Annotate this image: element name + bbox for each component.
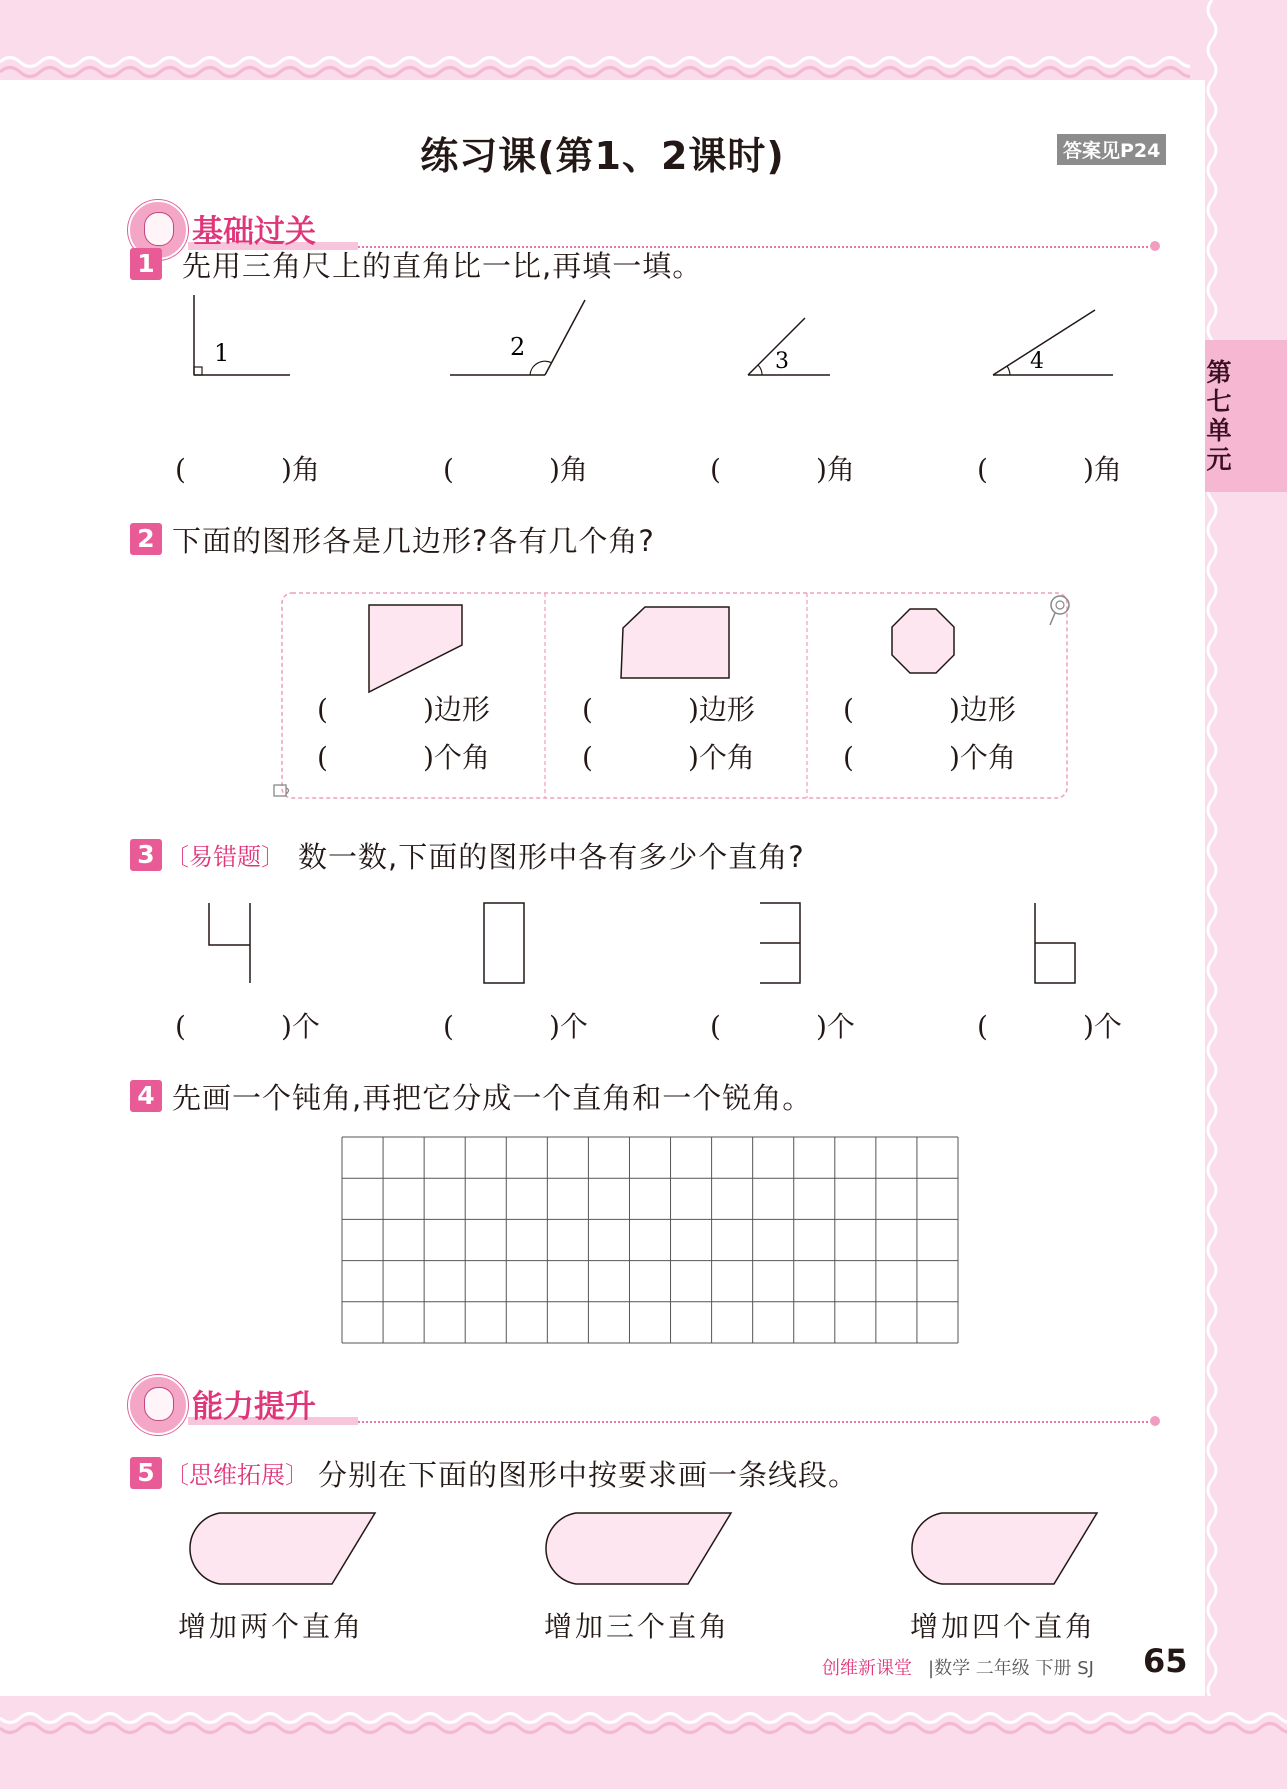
answer-blank-shape2-sides[interactable]: ( )边形: [582, 693, 755, 726]
page-title: 练习课(第1、2课时): [420, 134, 785, 178]
question-number-1: 1: [130, 248, 162, 280]
answer-blank-digit-3[interactable]: ( )个: [710, 1010, 855, 1043]
angle-figures: [150, 290, 1150, 400]
angle-4-label: 4: [1030, 349, 1044, 374]
figure-5-shape-1: [190, 1513, 375, 1584]
section-header-advanced: [128, 1375, 1168, 1431]
q5-label-1: 增加两个直角: [178, 1610, 365, 1643]
answer-blank-digit-1[interactable]: ( )个: [175, 1010, 320, 1043]
question-4-text: 先画一个钝角,再把它分成一个直角和一个锐角。: [172, 1081, 813, 1115]
question-2-text: 下面的图形各是几边形?各有几个角?: [172, 524, 655, 558]
angle-2-label: 2: [510, 333, 526, 361]
figure-5-shape-2: [546, 1513, 731, 1584]
answer-blank-digit-2[interactable]: ( )个: [443, 1010, 588, 1043]
worksheet-page: [0, 80, 1205, 1696]
question-number-5: 5: [130, 1457, 162, 1489]
digit-figures: [150, 895, 1150, 1005]
footer-brand: 创维新课堂: [822, 1658, 912, 1679]
footer-subtitle: |数学 二年级 下册 SJ: [928, 1658, 1094, 1679]
answer-blank-shape1-sides[interactable]: ( )边形: [317, 693, 490, 726]
q5-label-3: 增加四个直角: [910, 1610, 1097, 1643]
question-3-text: 数一数,下面的图形中各有多少个直角?: [298, 840, 805, 874]
answer-reference-badge: 答案见P24: [1057, 134, 1166, 165]
angle-3-label: 3: [775, 349, 789, 374]
figure-5-shape-3: [912, 1513, 1097, 1584]
answer-blank-angle-3[interactable]: ( )角: [710, 453, 855, 486]
section-title-advanced: 能力提升: [192, 1389, 316, 1425]
question-number-4: 4: [130, 1080, 162, 1112]
answer-blank-shape1-angles[interactable]: ( )个角: [317, 741, 490, 774]
answer-blank-shape3-sides[interactable]: ( )边形: [843, 693, 1016, 726]
angle-1-label: 1: [214, 339, 230, 367]
angle-3-figure: [748, 318, 830, 375]
angle-1-figure: [194, 295, 290, 375]
drawing-grid[interactable]: [341, 1136, 959, 1344]
question-number-3: 3: [130, 839, 162, 871]
octagon-shape: [892, 609, 954, 673]
answer-blank-digit-4[interactable]: ( )个: [977, 1010, 1122, 1043]
digit-0-figure: [484, 903, 524, 983]
rounded-trapezoid-figures: [180, 1507, 1120, 1597]
question-5-tag: 〔思维拓展〕: [165, 1461, 309, 1489]
section-title-basic: 基础过关: [192, 214, 316, 250]
answer-blank-angle-1[interactable]: ( )角: [175, 453, 320, 486]
question-3-tag: 〔易错题〕: [165, 843, 285, 871]
question-5-text: 分别在下面的图形中按要求画一条线段。: [318, 1458, 859, 1492]
monkey-avatar-icon: [128, 1375, 188, 1435]
frame-bottom-border: [0, 1696, 1287, 1789]
q5-label-2: 增加三个直角: [544, 1610, 731, 1643]
answer-blank-shape2-angles[interactable]: ( )个角: [582, 741, 755, 774]
answer-blank-angle-2[interactable]: ( )角: [443, 453, 588, 486]
digit-4-figure: [209, 903, 250, 945]
pentagon-shape: [621, 607, 729, 678]
answer-blank-angle-4[interactable]: ( )角: [977, 453, 1122, 486]
angle-4-figure: [993, 310, 1113, 375]
answer-blank-shape3-angles[interactable]: ( )个角: [843, 741, 1016, 774]
question-number-2: 2: [130, 523, 162, 555]
unit-tab-label: 第七单元: [1206, 358, 1232, 474]
page-number: 65: [1143, 1642, 1188, 1680]
question-1-text: 先用三角尺上的直角比一比,再填一填。: [182, 249, 703, 283]
unit-tab[interactable]: [1193, 340, 1287, 492]
angle-2-figure: [450, 300, 585, 375]
cup-icon: [274, 785, 289, 796]
digit-6-figure: [1035, 903, 1075, 983]
